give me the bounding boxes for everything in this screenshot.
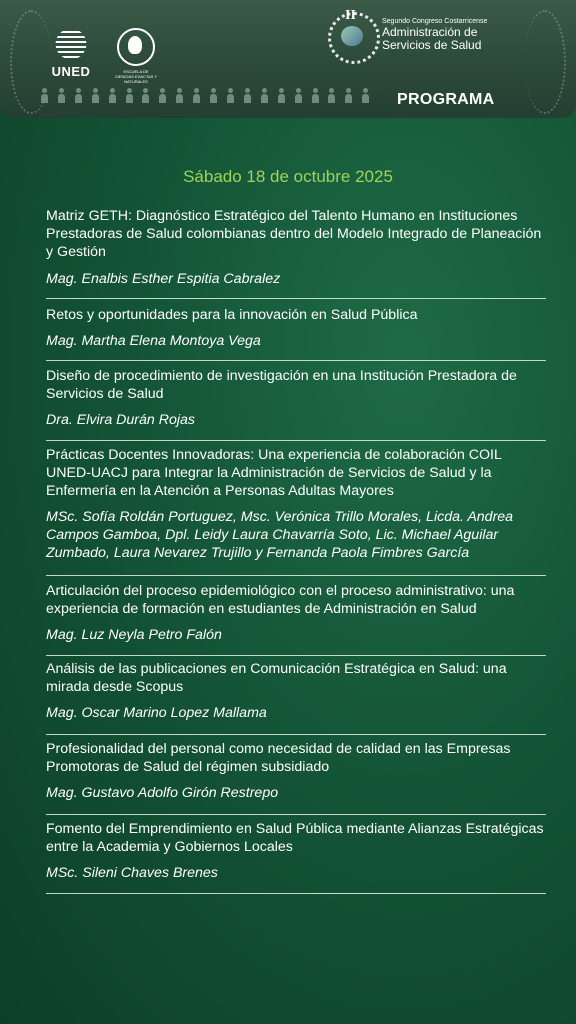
person-icon: [327, 88, 336, 103]
people-row-decoration: [40, 88, 370, 104]
header-banner: [0, 0, 576, 118]
talk-title: Retos y oportunidades para la innovación en Salud Pública: [46, 307, 418, 323]
person-icon: [311, 88, 320, 103]
program-list: [46, 207, 546, 894]
program-item: [46, 441, 546, 576]
tree-icon: [117, 28, 155, 66]
program-item: [46, 656, 546, 735]
congress-name: [382, 17, 487, 52]
person-icon: [108, 88, 117, 103]
person-icon: [192, 88, 201, 103]
talk-title: Articulación del proceso epidemiológico con el proceso administrativo: una experiencia de formación en estudiantes de Administración en Salud: [46, 583, 515, 617]
talk-title: Análisis de las publicaciones en Comunicación Estratégica en Salud: una mirada desde Scopus: [46, 661, 507, 695]
talk-speaker: Mag. Martha Elena Montoya Vega: [46, 333, 261, 349]
person-icon: [158, 88, 167, 103]
person-icon: [361, 88, 370, 103]
talk-speaker: Dra. Elvira Durán Rojas: [46, 412, 196, 428]
person-icon: [277, 88, 286, 103]
person-icon: [125, 88, 134, 103]
talk-speaker: Mag. Oscar Marino Lopez Mallama: [46, 705, 267, 721]
program-item: [46, 576, 546, 656]
person-icon: [226, 88, 235, 103]
person-icon: [74, 88, 83, 103]
person-icon: [294, 88, 303, 103]
congress-title-line1: Administración de: [382, 25, 478, 39]
person-icon: [141, 88, 150, 103]
talk-speaker: Mag. Gustavo Adolfo Girón Restrepo: [46, 785, 279, 801]
program-item: [46, 735, 546, 815]
person-icon: [243, 88, 252, 103]
person-icon: [91, 88, 100, 103]
globe-icon: [341, 26, 363, 46]
program-item: [46, 299, 546, 361]
school-logo: [114, 28, 158, 84]
talk-title: Fomento del Emprendimiento en Salud Pública mediante Alianzas Estratégicas entre la Academia y Gobiernos Locales: [46, 821, 544, 855]
program-item: [46, 207, 546, 299]
person-icon: [209, 88, 218, 103]
talk-title: Diseño de procedimiento de investigación en una Institución Prestadora de Servicios de Salud: [46, 368, 517, 402]
program-item: [46, 361, 546, 441]
congress-subtitle: Segundo Congreso Costarricense: [382, 18, 488, 25]
uned-logo-text: UNED: [51, 64, 91, 79]
congress-title-line2: Servicios de Salud: [382, 38, 482, 52]
talk-title: Prácticas Docentes Innovadoras: Una experiencia de colaboración COIL UNED-UACJ para Integrar la Administración de Servicios de Salud y la Enfermería en la Atención a Personas Adultas Mayores: [46, 447, 502, 499]
talk-title: Matriz GETH: Diagnóstico Estratégico del Talento Humano en Instituciones Prestadoras de Salud colombianas dentro del Modelo Integrado de Planeación y Gestión: [46, 208, 542, 260]
uned-emblem-icon: [53, 26, 89, 62]
uned-logo: [46, 26, 96, 79]
talk-speaker: MSc. Sofía Roldán Portuguez, Msc. Verónica Trillo Morales, Licda. Andrea Campos Gamboa, Dpl. Leidy Laura Chavarría Soto, Lic. Michael Aguilar Zumbado, Laura Nevarez Trujillo y Fernanda Paola Fimbres García: [46, 509, 514, 561]
program-item: [46, 815, 546, 894]
congress-logo: [328, 8, 378, 62]
talk-speaker: Mag. Enalbis Esther Espitia Cabralez: [46, 271, 281, 287]
school-logo-text: ESCUELA DE CIENCIAS EXACTAS Y NATURALES: [114, 69, 158, 84]
person-icon: [344, 88, 353, 103]
person-icon: [175, 88, 184, 103]
talk-speaker: MSc. Sileni Chaves Brenes: [46, 865, 218, 881]
date-heading: Sábado 18 de octubre 2025: [183, 167, 393, 186]
programa-label: PROGRAMA: [397, 91, 495, 108]
talk-speaker: Mag. Luz Neyla Petro Falón: [46, 627, 222, 643]
talk-title: Profesionalidad del personal como necesidad de calidad en las Empresas Promotoras de Salud del régimen subsidiado: [46, 741, 511, 775]
congress-numeral: II: [345, 8, 356, 23]
person-icon: [260, 88, 269, 103]
person-icon: [57, 88, 66, 103]
laurel-right-decoration: [524, 10, 566, 114]
person-icon: [40, 88, 49, 103]
